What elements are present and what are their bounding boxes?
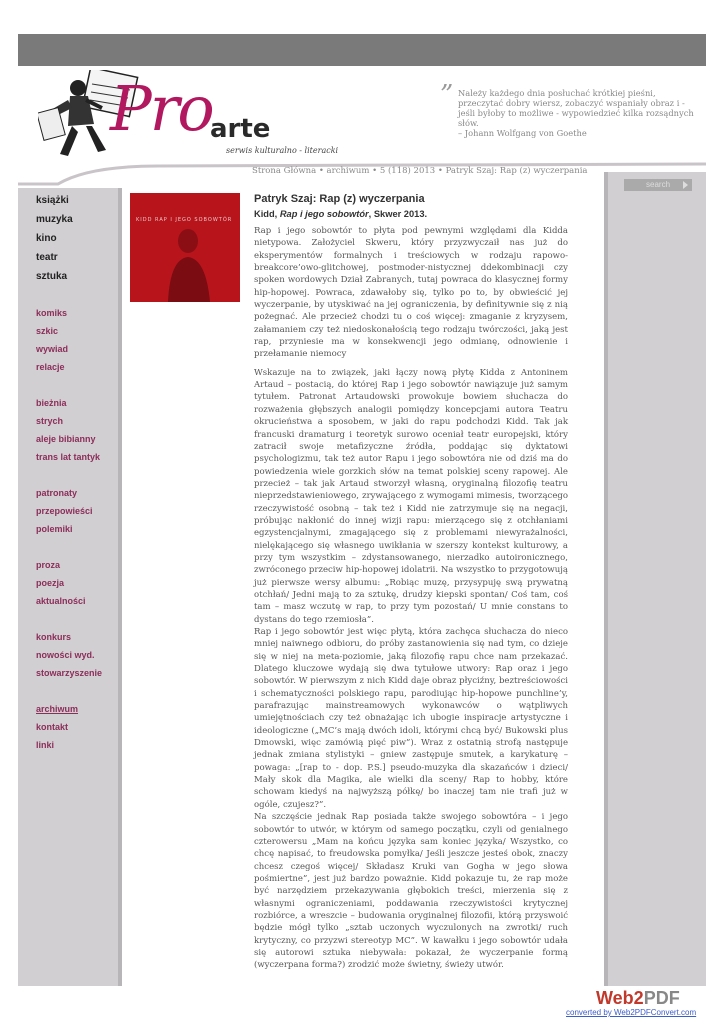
nav-item-ksiazki[interactable]: książki [36, 195, 69, 206]
nav-item-strych[interactable]: strych [36, 416, 64, 426]
nav-item-archiwum[interactable]: archiwum [36, 704, 79, 714]
converted-by-link[interactable]: converted by Web2PDFConvert.com [566, 1008, 697, 1017]
nav-item-proza[interactable]: proza [36, 560, 61, 570]
logo-pro-text: Pro [110, 72, 213, 145]
nav-group-6 [36, 703, 116, 757]
search-label: search [646, 180, 671, 189]
subtitle-album: Rap i jego sobowtór [279, 209, 369, 219]
cover-text: KIDD RAP I JEGO SOBOWTÓR [136, 217, 233, 223]
cover-figure-icon [158, 223, 218, 302]
nav-item-patronaty[interactable]: patronaty [36, 488, 78, 498]
search-button[interactable] [624, 179, 692, 191]
nav-item-relacje[interactable]: relacje [36, 362, 65, 372]
nav-group-2 [36, 397, 116, 469]
top-bar [18, 34, 706, 66]
nav-item-komiks[interactable]: komiks [36, 308, 68, 318]
article [254, 192, 568, 972]
nav-item-konkurs[interactable]: konkurs [36, 632, 72, 642]
nav-item-bieznia[interactable]: bieżnia [36, 398, 67, 408]
nav-group-1 [36, 307, 116, 379]
quote-text: Należy każdego dnia posłuchać krótkiej pieśni, przeczytać dobry wiersz, zobaczyć wspaniały obraz i - jeśli byłoby to możliwe - wypowiedzieć kilka rozsądnych słów. [458, 88, 694, 128]
nav-item-poezja[interactable]: poezja [36, 578, 65, 588]
nav-item-polemiki[interactable]: polemiki [36, 524, 73, 534]
subtitle-author: Kidd, [254, 209, 280, 219]
nav-item-teatr[interactable]: teatr [36, 252, 58, 263]
logo-arte-text: arte [210, 114, 271, 144]
article-paragraph-4: Na szczęście jednak Rap posiada także swojego sobowtóra – i jego sobowtór to utwór, w którym od samego początku, czyli od genialnego czterowersu „Mam na końcu języka sam koniec języka/ Wszystko, co chcę napisać, to freudowska pomyłka/ Jeśli jeszcze jesteś obok, znaczy chcesz czegoś więcej/ Składasz Kruki van Gogha w jego słowa pośmiertne”, jest już bardzo poważnie. Kidd pokazuje tu, że rap może być narzędziem przekazywania głębokich treści, mierzenia się z własnymi ograniczeniami, poddawania rzeczywistości krytycznej rozbiórce, a wreszcie – budowania oryginalnej filozofii, którą przyswoić będzie mógł tylko „sztab uczonych wyczulonych na zwrotki/ ruch krytyczny, co przyzwi stereotyp MC”. W kawałku i jego sobowtór udała się autorowi sztuka niebywała: pokazał, że wyczerpanie formą (wyczerpana forma?) zrodzić może świetny, świeży utwór. [254, 812, 568, 971]
article-subtitle [254, 207, 568, 221]
web2pdf-pdf: PDF [643, 988, 680, 1008]
nav-item-sztuka[interactable]: sztuka [36, 271, 68, 282]
nav-item-stowarzyszenie[interactable]: stowarzyszenie [36, 668, 103, 678]
nav-item-szkic[interactable]: szkic [36, 326, 59, 336]
sidebar-nav [36, 194, 116, 757]
breadcrumb[interactable]: Strona Główna • archiwum • 5 (118) 2013 • Patryk Szaj: Rap (z) wyczerpania [252, 166, 588, 176]
quote-mark-icon: ” [440, 80, 454, 110]
nav-item-nowosci-wyd[interactable]: nowości wyd. [36, 650, 95, 660]
nav-item-muzyka[interactable]: muzyka [36, 214, 73, 225]
nav-item-trans-lat-tantyk[interactable]: trans lat tantyk [36, 452, 101, 462]
nav-item-aktualnosci[interactable]: aktualności [36, 596, 86, 606]
nav-group-4 [36, 559, 116, 613]
header-quote [458, 88, 698, 138]
nav-group-3 [36, 487, 116, 541]
article-title: Patryk Szaj: Rap (z) wyczerpania [254, 193, 425, 205]
nav-item-kino[interactable]: kino [36, 233, 57, 244]
article-paragraph-1: Rap i jego sobowtór to płyta pod pewnymi względami dla Kidda nietypowa. Założyciel Skweru, który przyzwyczaił nas już do eksperymentów formalnych i treściowych w rodzaju rapowo-breakcore’owo-glitchowej, postmoder-nistycznej ddekombinacji czy spoken wordowych Dział Zabranych, tutaj powraca do klasycznej formy hip-hopowej. Powraca, zdawałoby się, tylko po to, by obwieścić jej wyczerpanie, by utyskiwać na jej ograniczenia, by definitywnie się z nią pożegnać. Ale przecież chodzi tu o coś więcej: zmaganie z kryzysem, załamaniem czy też niedoskonałością tego rodzaju twórczości, jaką jest rap, przyniesie ma w konsekwencji jego odmianę, odnowienie i przełamanie niemocy [254, 226, 568, 360]
album-cover-image [130, 193, 240, 302]
nav-group-5 [36, 631, 116, 685]
web2pdf-web: Web2 [596, 988, 644, 1008]
right-sidebar-bg [608, 172, 706, 986]
arrow-right-icon [683, 181, 688, 189]
nav-item-przepowiesci[interactable]: przepowieści [36, 506, 93, 516]
logo-tagline: serwis kulturalno - literacki [226, 146, 339, 155]
subtitle-rest: , Skwer 2013. [368, 209, 428, 219]
nav-item-kontakt[interactable]: kontakt [36, 722, 69, 732]
nav-main-group [36, 194, 116, 289]
article-paragraph-2: Wskazuje na to związek, jaki łączy nową płytę Kidda z Antoninem Artaud – postacią, do której Rap i jego sobowtór nawiązuje już samym tytułem. Patronat Artaudowski prowokuje bowiem słuchacza do rozważenia głębszych analogii pomiędzy koncepcjami autora Teatru okrucieństwa a sposobem, w jaki do rapu podchodzi Kidd. Tak jak francuski dramaturg i teoretyk surowo oceniał teatr europejski, który zatracił swoje metafizyczne źródła, poddając się dyktatowi psychologizmu, tak też autor Rapu i jego sobowtóra nie od dziś ma do powiedzenia wiele gorzkich słów na temat polskiej sceny rapowej. Ale przecież – tak jak Artaud stworzył własną, oryginalną filozofię teatru nieprzedstawieniowego, zrywającego z wymogami mimesis, tworzącego rzeczywistość osobną – tak też i Kidd nie zatrzymuje się na negacji, próbując nakłonić do innej wizji rapu: mierzącego się z otchłaniami egzystencjalnymi, zmagającego się z problemami niewyrażalności, nielękającego się własnego uwikłania w szerszy kontekst kulturowy, a przy tym wszystkim – zdystansowanego, nierzadko autoironicznego, zwróconego przeciw hip-hopowej idolatrii. Na wszystko to przygotowują już pierwsze wersy albumu: „Robiąc muzę, przysypuję swą prywatną otchłań/ Jedni mają to za sztukę, drudzy kiepski spontan/ Coś tam, coś tam – masz wczutę w rap, to przy tym pozostań/ U mnie constans to dystans do tego rzemiosła”. [254, 367, 568, 625]
nav-item-wywiad[interactable]: wywiad [36, 344, 69, 354]
web2pdf-logo[interactable] [596, 988, 680, 1009]
quote-author: – Johann Wolfgang von Goethe [458, 128, 587, 138]
nav-item-aleje-bibianny[interactable]: aleje bibianny [36, 434, 96, 444]
site-logo[interactable] [38, 66, 358, 181]
article-paragraph-3: Rap i jego sobowtór jest więc płytą, która zachęca słuchacza do nieco mniej naiwnego odbioru, do próby zastanowienia się nad tym, co dzieje się w niej na meta-poziomie, jaką filozofię rapu chce nam przekazać. Dlatego kluczowe wydają się dwa tytułowe utwory: Rap oraz i jego sobowtór. W pierwszym z nich Kidd daje obraz płyciźny, beztreściowości i schematyczności polskiego rapu, parodiując hip-hopowe punchline’y, parafrazując mainstreamowych wykonawców o wątpliwych umiejętnościach czy też obnażając ich ubogie inspiracje artystyczne i ideologiczne („MC’s mają dwóch idoli, którymi chcą być/ Bukowski plus Dmowski, więc zamówią pięć piw”). Wraz z ostatnią strofą następuje jednak zmiana stylistyki – gniew zastępuje smutek, a karykaturę – powaga: „[rap to - dop. P.S.] pseudo-muzyka dla skazańców i dzieci/ Mały skok dla Magika, ale wielki dla sceny/ Rap to hobby, które schowam kiedyś na najwyższą półkę/ bo inaczej tam nie trafi już w ogóle, czujesz?”. [254, 627, 568, 810]
nav-item-linki[interactable]: linki [36, 740, 55, 750]
